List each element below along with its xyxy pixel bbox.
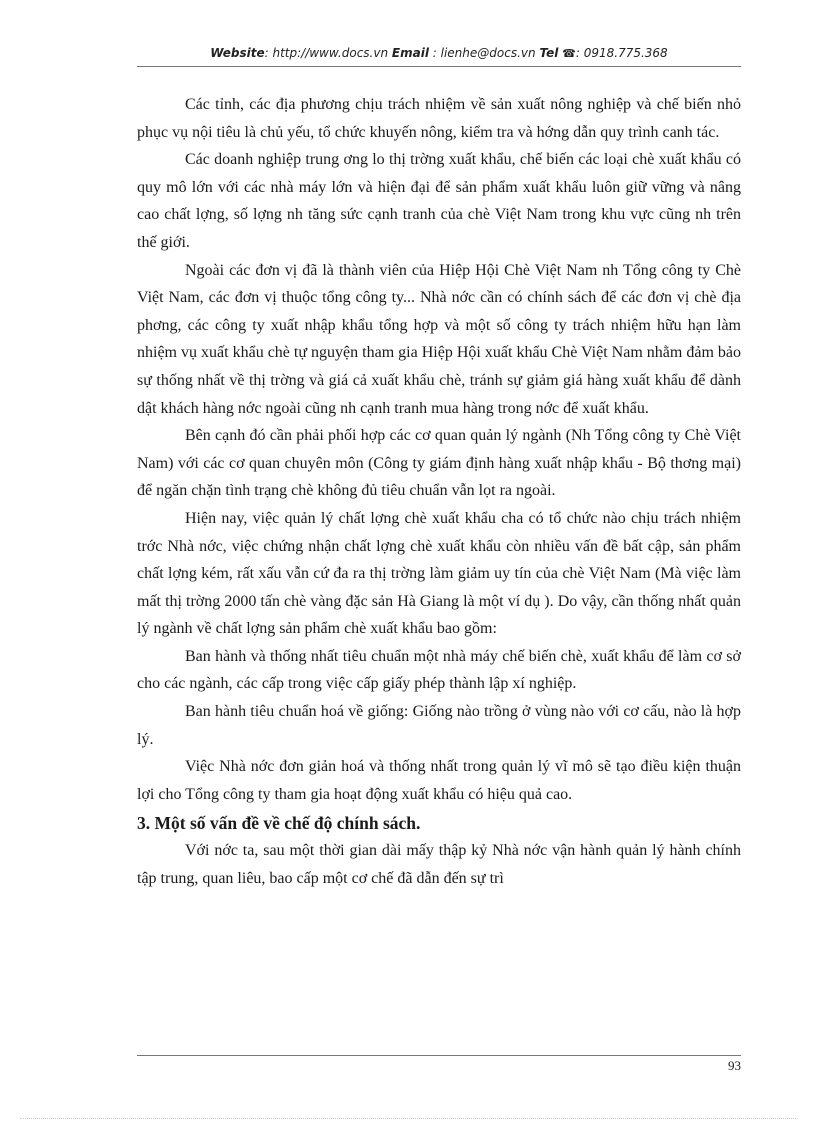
paragraph-seed-standards: Ban hành tiêu chuẩn hoá về giống: Giống nào trồng ở vùng nào với cơ cấu, nào là hợp lý. [137, 703, 741, 748]
paragraph-state-simplification: Việc Nhà nớc đơn giản hoá và thống nhất trong quản lý vĩ mô sẽ tạo điều kiện thuận lợi cho Tổng công ty tham gia hoạt động xuất khẩu có hiệu quả cao. [137, 758, 741, 803]
section-heading: 3. Một số vấn đề về chế độ chính sách. [137, 813, 421, 834]
paragraph-standards: Ban hành và thống nhất tiêu chuẩn một nhà máy chế biến chè, xuất khẩu để làm cơ sở cho các ngành, các cấp trong việc cấp giấy phép thành lập xí nghiệp. [137, 647, 741, 693]
header-divider [137, 66, 741, 67]
page-number: 93 [728, 1058, 741, 1073]
website-url: : http://www.docs.vn [264, 46, 389, 60]
page-header [137, 46, 741, 66]
phone-icon: ☎ [562, 47, 576, 60]
paragraph-tea-association: Ngoài các đơn vị đã là thành viên của Hiệp Hội Chè Việt Nam nh Tổng công ty Chè Việt Nam, các đơn vị thuộc tổng công ty... Nhà nớc cần có chính sách để các đơn vị chè địa phơng, các công ty xuất nhập khẩu tổng hợp và một số công ty trách nhiệm hữu hạn làm nhiệm vụ xuất khẩu chè tự nguyện tham gia Hiệp Hội xuất khẩu Chè Việt Nam nhằm đảm bảo sự thống nhất về thị trờng và giá cả xuất khẩu chè, tránh sự giảm giá hàng xuất khẩu để dành dật khách hàng nớc ngoài cũng nh cạnh tranh mua hàng trong nớc để xuất khẩu. [137, 261, 741, 417]
tel-label: Tel [539, 46, 559, 60]
page-bottom-border [20, 1118, 796, 1119]
footer-divider [137, 1055, 741, 1056]
email-label: Email [391, 46, 429, 60]
paragraph-central-enterprises: Các doanh nghiệp trung ơng lo thị trờng xuất khẩu, chế biến các loại chè xuất khẩu có quy mô lớn với các nhà máy lớn và hiện đại để sản phẩm xuất khẩu luôn giữ vững và nâng cao chất lợng, số lợng nh tăng sức cạnh tranh của chè Việt Nam trong khu vực cũng nh trên thế giới. [137, 151, 741, 251]
paragraph-policy-intro: Với nớc ta, sau một thời gian dài mấy thập kỷ Nhà nớc vận hành quản lý hành chính tập trung, quan liêu, bao cấp một cơ chế đã dẫn đến sự trì [137, 842, 741, 888]
email-address: : lienhe@docs.vn [432, 46, 536, 60]
website-label: Website [210, 46, 265, 60]
tel-number: : 0918.775.368 [575, 46, 668, 60]
paragraph-quality-management: Hiện nay, việc quản lý chất lợng chè xuất khẩu cha có tổ chức nào chịu trách nhiệm trớc Nhà nớc, việc chứng nhận chất lợng chè xuất khẩu còn nhiều vấn đề bất cập, sản phẩm chất lợng kém, rất xấu vẫn cứ đa ra thị trờng làm giảm uy tín của chè Việt Nam (Mà việc làm mất thị trờng 2000 tấn chè vàng đặc sản Hà Giang là một ví dụ ). Do vậy, cần thống nhất quản lý ngành về chất lợng sản phẩm chè xuất khẩu bao gồm: [137, 509, 741, 638]
paragraph-coordination: Bên cạnh đó cần phải phối hợp các cơ quan quản lý ngành (Nh Tổng công ty Chè Việt Nam) với các cơ quan chuyên môn (Công ty giám định hàng xuất nhập khẩu - Bộ thơng mại) để ngăn chặn tình trạng chè không đủ tiêu chuẩn vẫn lọt ra ngoài. [137, 427, 741, 500]
paragraph-local-responsibility: Các tỉnh, các địa phương chịu trách nhiệm về sản xuất nông nghiệp và chế biến nhỏ phục vụ nội tiêu là chủ yếu, tổ chức khuyến nông, kiểm tra và hớng dẫn quy trình canh tác. [137, 96, 741, 141]
document-body [137, 91, 741, 893]
